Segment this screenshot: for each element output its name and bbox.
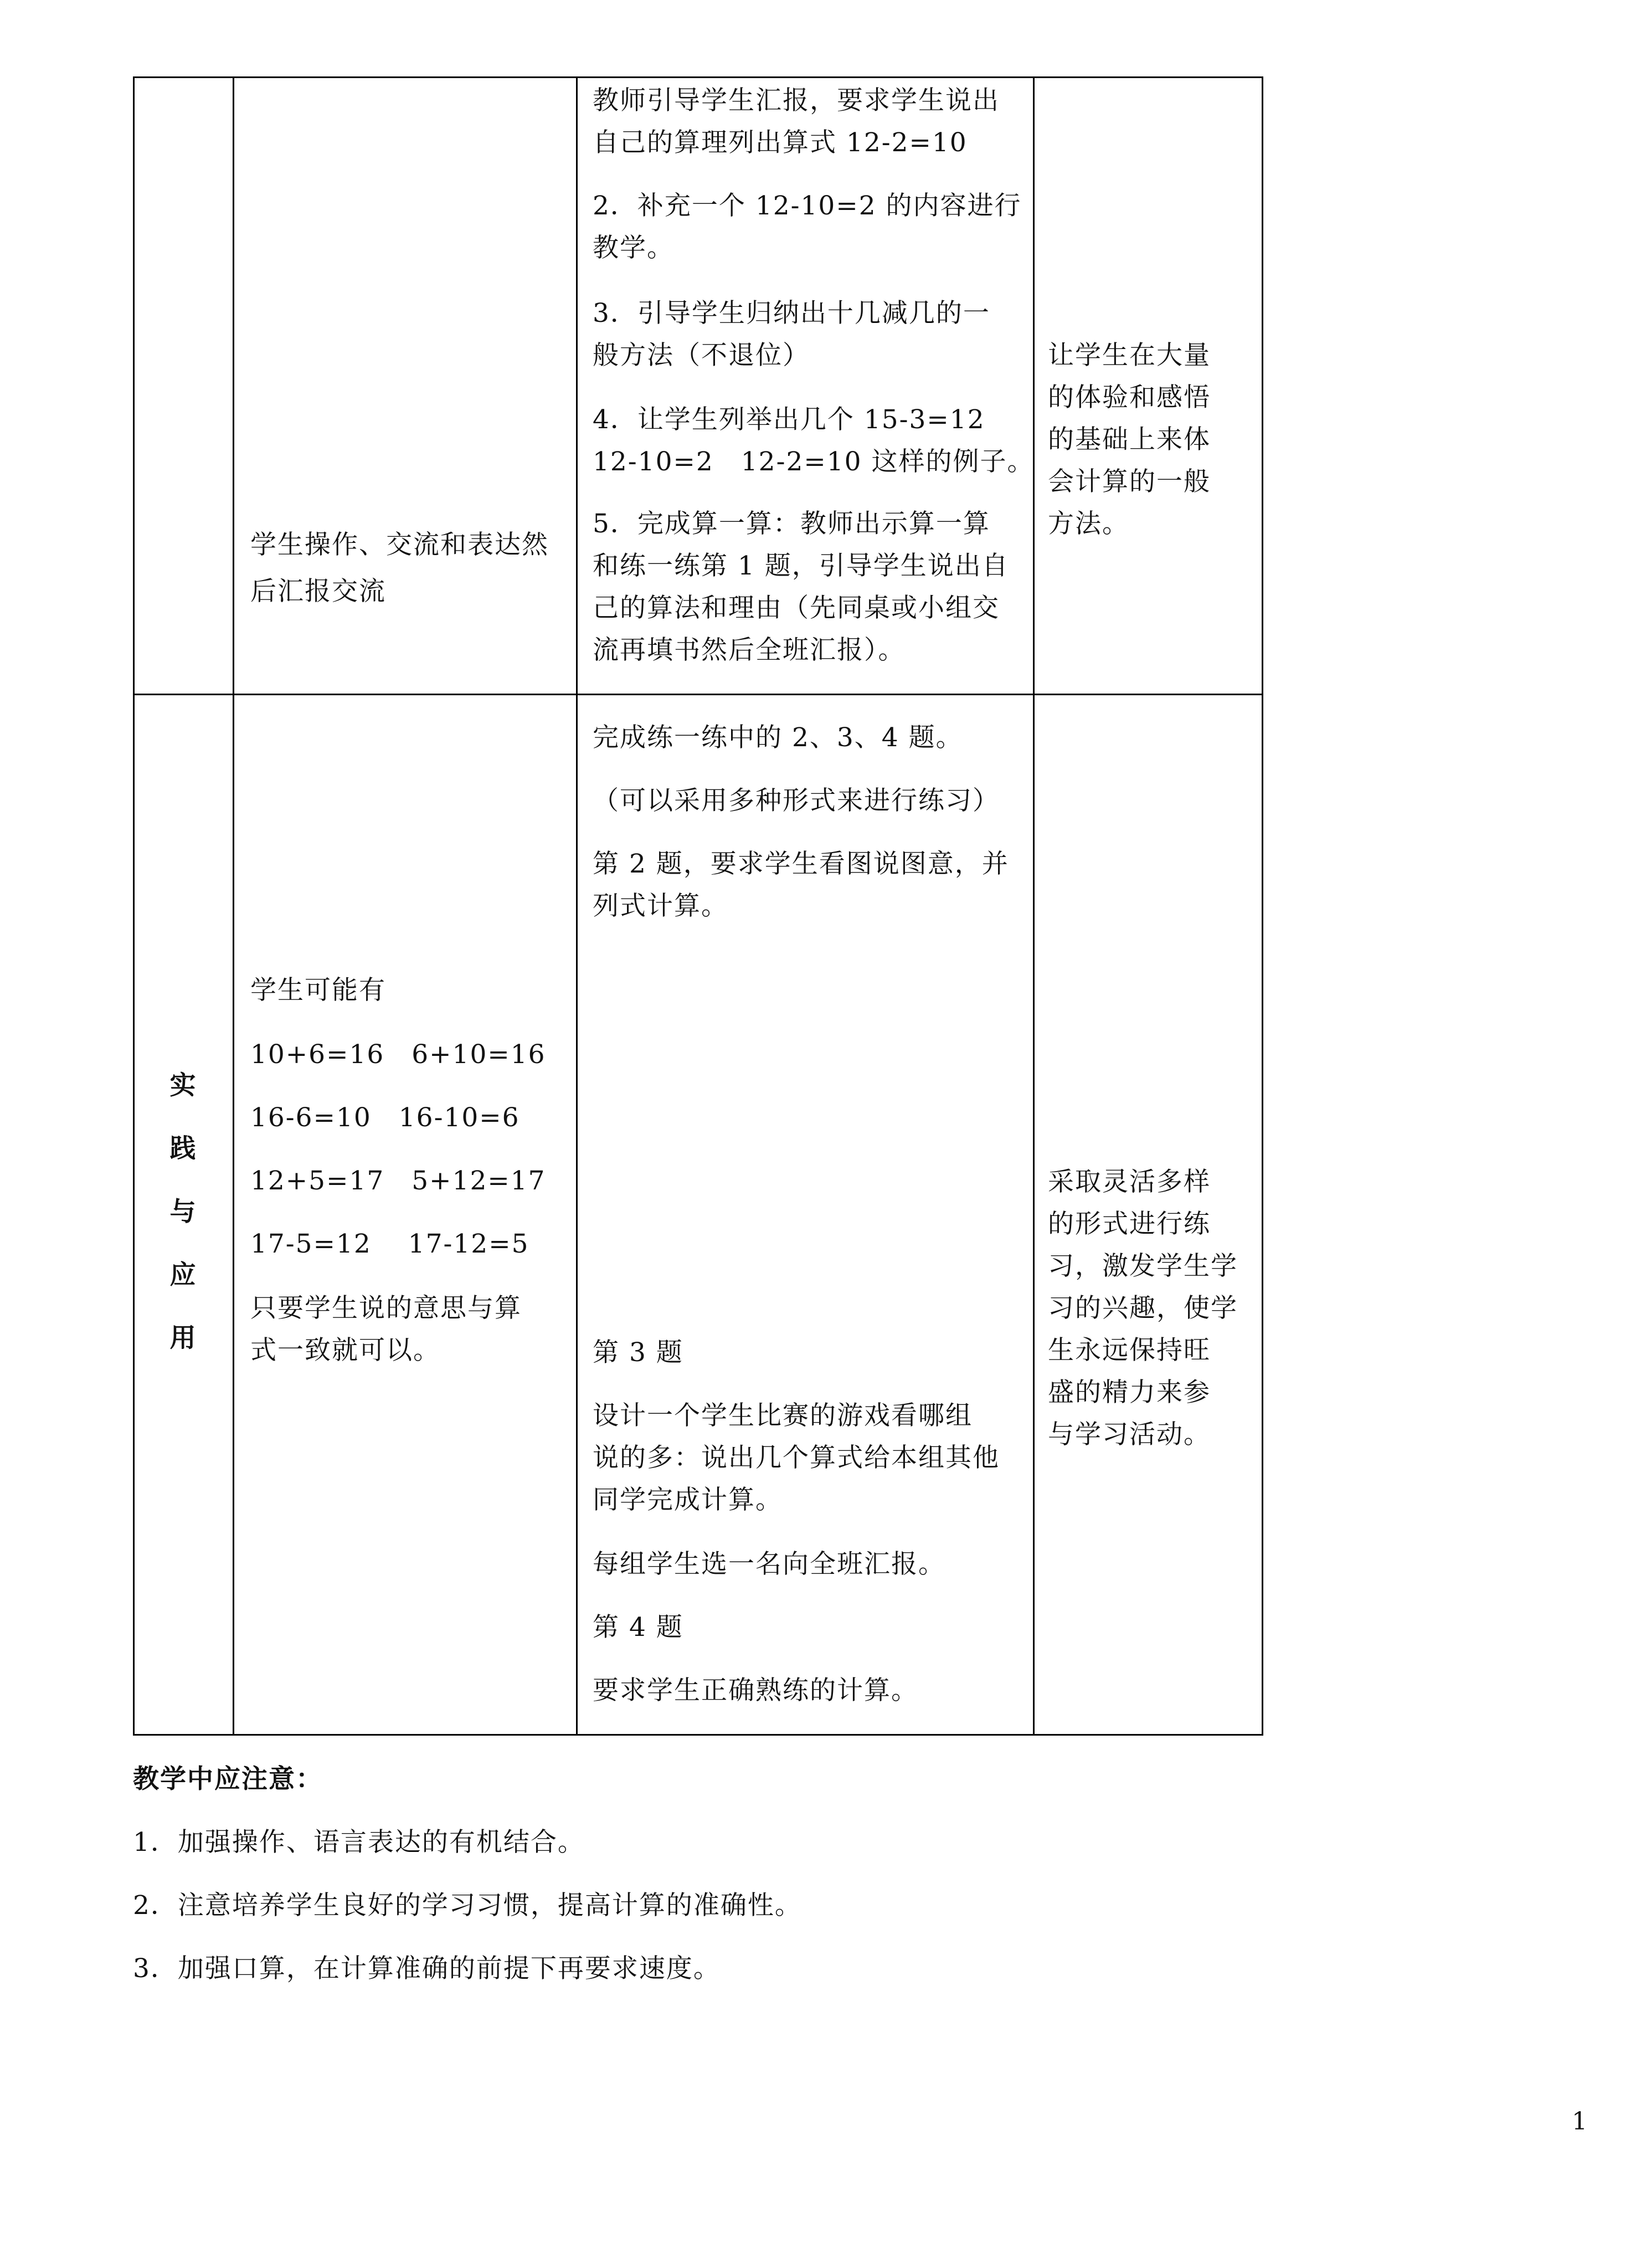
text-line: 3．引导学生归纳出十几减几的一 (593, 298, 990, 329)
table-border-bottom (133, 1734, 1263, 1736)
text-line: 只要学生说的意思与算 (250, 1293, 522, 1323)
text-line: 10+6=16 6+10=16 (250, 1039, 546, 1070)
text-line: 式一致就可以。 (250, 1335, 440, 1366)
text-line: 17-5=12 17-12=5 (250, 1229, 529, 1259)
label-char: 实 (169, 1070, 196, 1101)
text-line: 盛的精力来参 (1048, 1377, 1211, 1408)
table-border-left (133, 76, 135, 1736)
text-line: 12-10=2 12-2=10 这样的例子。 (593, 447, 1035, 477)
text-line: 教师引导学生汇报，要求学生说出 (593, 85, 1000, 116)
text-line: 让学生在大量 (1048, 340, 1211, 371)
text-line: 同学完成计算。 (593, 1485, 783, 1515)
notes-heading: 教学中应注意： (133, 1764, 323, 1794)
text-line: 采取灵活多样 (1048, 1167, 1211, 1197)
text-line: 的体验和感悟 (1048, 382, 1211, 413)
text-line: 与学习活动。 (1048, 1419, 1211, 1450)
text-line: 设计一个学生比赛的游戏看哪组 (593, 1400, 973, 1431)
text-line: 完成练一练中的 2、3、4 题。 (593, 722, 963, 753)
text-line: 后汇报交流 (250, 576, 386, 607)
text-line: 的形式进行练 (1048, 1209, 1211, 1239)
text-line: 第 4 题 (593, 1612, 683, 1643)
label-char: 践 (169, 1133, 196, 1164)
text-line: 2．补充一个 12-10=2 的内容进行 (593, 191, 1022, 221)
table-border-right (1262, 76, 1263, 1736)
text-line: 的基础上来体 (1048, 424, 1211, 455)
text-line: 习，激发学生学 (1048, 1251, 1238, 1281)
notes-item: 1．加强操作、语言表达的有机结合。 (133, 1827, 585, 1857)
text-line: 流再填书然后全班汇报）。 (593, 635, 906, 665)
notes-item: 2．注意培养学生良好的学习习惯，提高计算的准确性。 (133, 1890, 802, 1921)
text-line: 学生操作、交流和表达然 (250, 530, 549, 560)
text-line: 列式计算。 (593, 891, 728, 921)
notes-item: 3．加强口算，在计算准确的前提下再要求速度。 (133, 1953, 721, 1984)
text-line: 教学。 (593, 233, 674, 263)
text-line: 4．让学生列举出几个 15-3=12 (593, 404, 985, 435)
text-line: 第 3 题 (593, 1337, 683, 1368)
text-line: 12+5=17 5+12=17 (250, 1166, 546, 1196)
table-row-divider (133, 694, 1263, 695)
text-line: 第 2 题，要求学生看图说图意，并 (593, 849, 1009, 879)
table-col-divider-1 (233, 76, 234, 1736)
text-line: 5．完成算一算：教师出示算一算 (593, 509, 990, 539)
label-char: 与 (169, 1197, 196, 1227)
text-line: 方法。 (1048, 509, 1129, 539)
text-line: 般方法（不退位） (593, 340, 810, 371)
text-line: 每组学生选一名向全班汇报。 (593, 1549, 945, 1579)
text-line: 16-6=10 16-10=6 (250, 1102, 520, 1133)
page-number: 1 (1572, 2107, 1587, 2136)
text-line: 己的算法和理由（先同桌或小组交 (593, 593, 1000, 623)
label-char: 用 (169, 1323, 196, 1353)
text-line: 学生可能有 (250, 975, 386, 1005)
text-line: 自己的算理列出算式 12-2=10 (593, 127, 968, 158)
text-line: 要求学生正确熟练的计算。 (593, 1675, 918, 1706)
text-line: （可以采用多种形式来进行练习） (593, 786, 1000, 816)
text-line: 习的兴趣，使学 (1048, 1293, 1238, 1323)
table-col-divider-3 (1033, 76, 1035, 1736)
text-line: 生永远保持旺 (1048, 1335, 1211, 1366)
text-line: 和练一练第 1 题，引导学生说出自 (593, 551, 1009, 581)
text-line: 说的多：说出几个算式给本组其他 (593, 1443, 1000, 1473)
label-char: 应 (169, 1260, 196, 1290)
text-line: 会计算的一般 (1048, 466, 1211, 497)
table-col-divider-2 (576, 76, 578, 1736)
